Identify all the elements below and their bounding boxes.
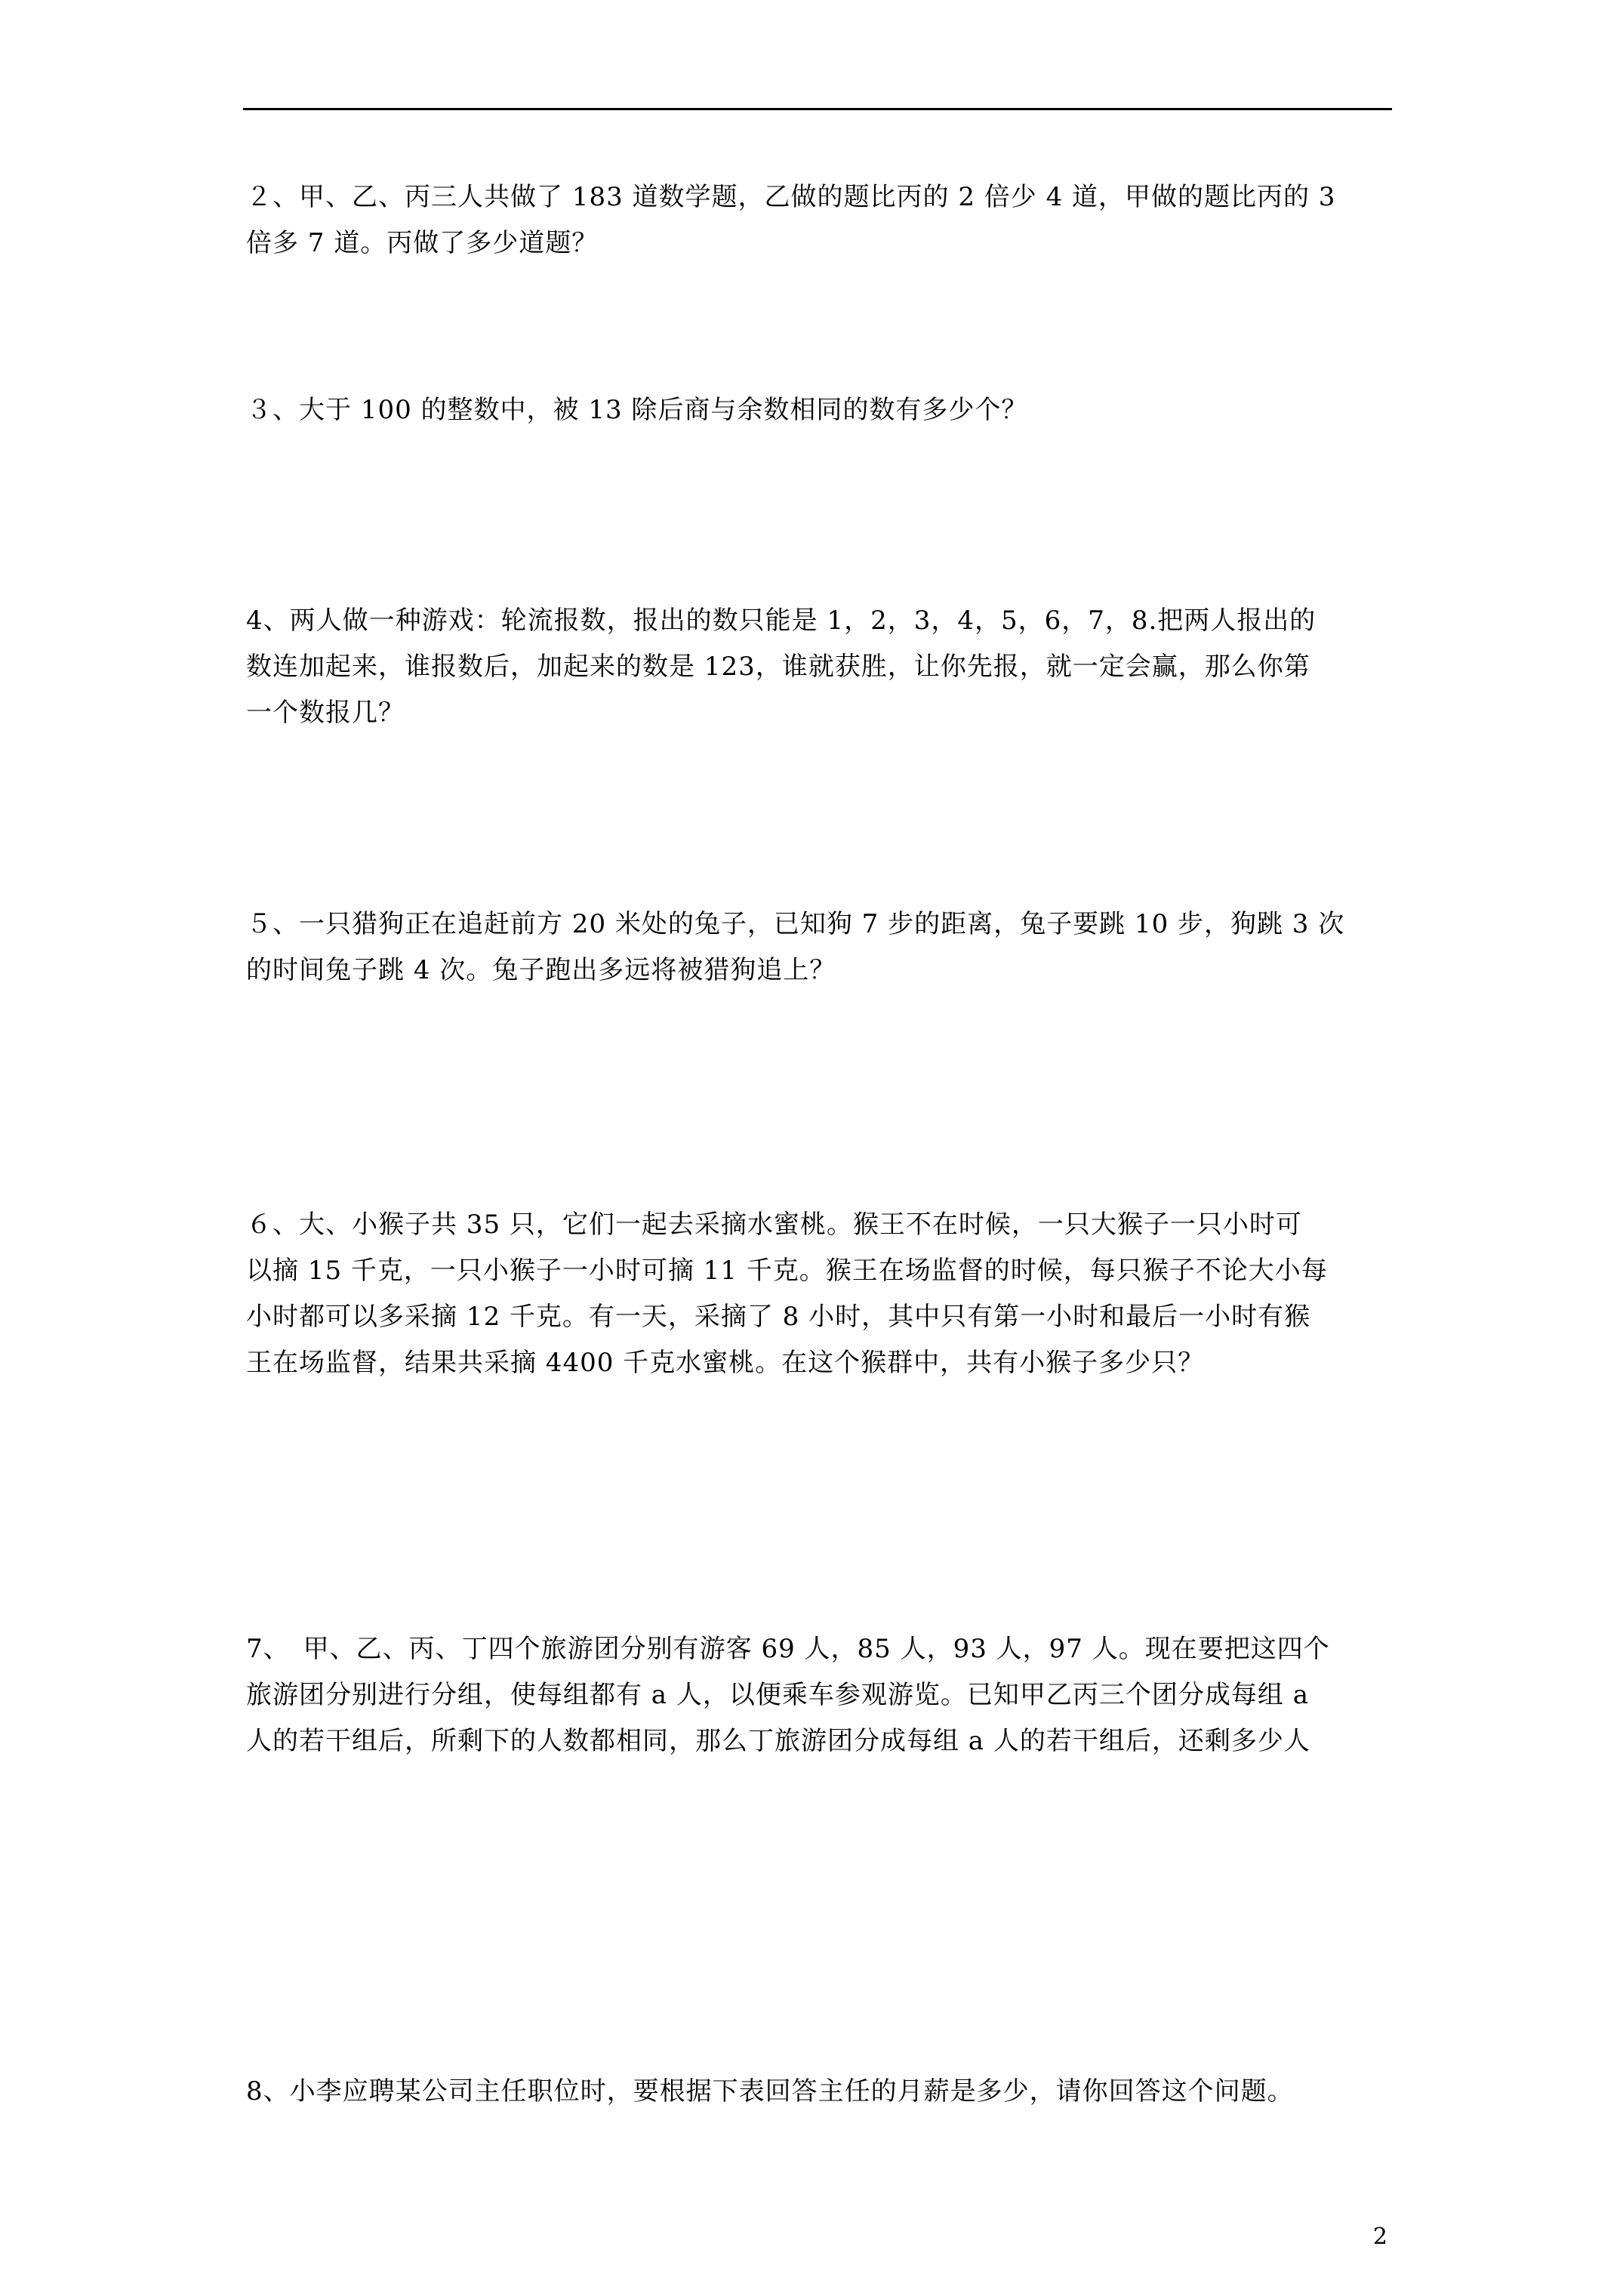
question-7 [246, 1626, 1394, 1764]
question-line: 4、两人做一种游戏：轮流报数，报出的数只能是 1，2，3，4，5，6，7，8.把两人报出的 [246, 606, 1317, 636]
question-line: ５、一只猎狗正在追赶前方 20 米处的兔子，已知狗 7 步的距离，兔子要跳 10 步，狗跳 3 次 [246, 909, 1345, 939]
question-line: 旅游团分别进行分组，使每组都有 a 人，以便乘车参观游览。已知甲乙丙三个团分成每组 a [246, 1680, 1309, 1710]
page-number: 2 [1372, 2224, 1387, 2250]
question-4 [246, 598, 1394, 736]
header-rule [243, 108, 1392, 110]
question-line: 倍多 7 道。丙做了多少道题？ [246, 228, 599, 258]
question-line: 8、小李应聘某公司主任职位时，要根据下表回答主任的月薪是多少，请你回答这个问题。 [246, 2076, 1294, 2106]
question-line: ３、大于 100 的整数中，被 13 除后商与余数相同的数有多少个？ [246, 395, 1028, 425]
question-5 [246, 901, 1394, 994]
question-line: 人的若干组后，所剩下的人数都相同，那么丁旅游团分成每组 a 人的若干组后，还剩多少人 [246, 1726, 1310, 1756]
question-line: 以摘 15 千克，一只小猴子一小时可摘 11 千克。猴王在场监督的时候，每只猴子不论大小每 [246, 1256, 1328, 1286]
question-line: ２、甲、乙、丙三人共做了 183 道数学题，乙做的题比丙的 2 倍少 4 道，甲做的题比丙的 3 [246, 182, 1336, 212]
question-2 [246, 174, 1394, 267]
question-line: ６、大、小猴子共 35 只，它们一起去采摘水蜜桃。猴王不在时候，一只大猴子一只小时可 [246, 1210, 1302, 1240]
question-line: 小时都可以多采摘 12 千克。有一天，采摘了 8 小时，其中只有第一小时和最后一小时有猴 [246, 1302, 1311, 1332]
question-line: 的时间兔子跳 4 次。兔子跑出多远将被猎狗追上？ [246, 955, 836, 985]
question-8 [246, 2069, 1394, 2115]
question-3 [246, 387, 1394, 433]
question-line: 7、 甲、乙、丙、丁四个旅游团分别有游客 69 人，85 人，93 人，97 人。现在要把这四个 [246, 1634, 1330, 1664]
question-6 [246, 1202, 1394, 1386]
question-line: 数连加起来，谁报数后，加起来的数是 123，谁就获胜，让你先报，就一定会赢，那么你第 [246, 652, 1310, 682]
question-line: 王在场监督，结果共采摘 4400 千克水蜜桃。在这个猴群中，共有小猴子多少只？ [246, 1348, 1205, 1378]
question-line: 一个数报几？ [246, 698, 405, 728]
